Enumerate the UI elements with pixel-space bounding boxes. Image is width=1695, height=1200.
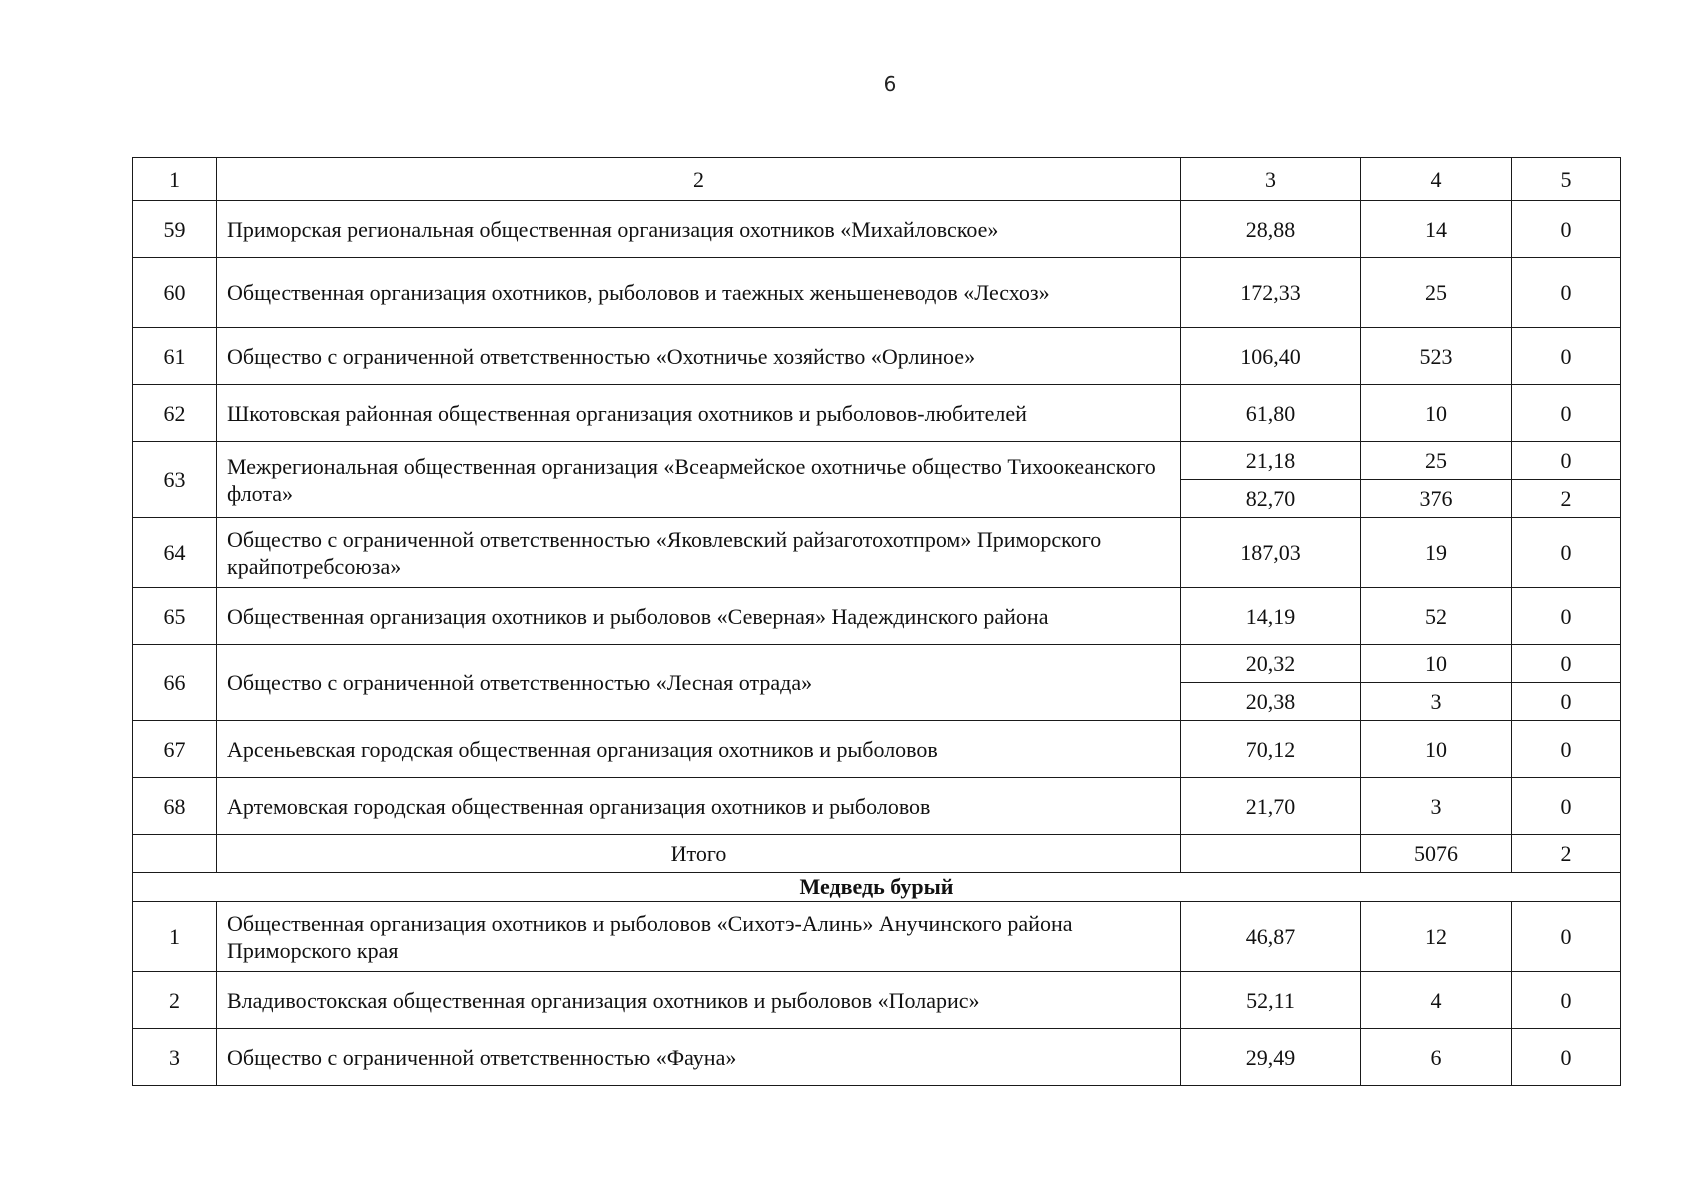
organization-name: Общественная организация охотников, рыболовов и таежных женьшеневодов «Лесхоз»	[217, 258, 1181, 328]
area-value: 29,49	[1181, 1029, 1361, 1086]
count-value: 25	[1361, 442, 1512, 480]
organization-name: Общество с ограниченной ответственностью «Фауна»	[217, 1029, 1181, 1086]
row-number: 59	[133, 201, 217, 258]
table-row	[133, 778, 1621, 835]
organization-name: Артемовская городская общественная организация охотников и рыболовов	[217, 778, 1181, 835]
quota-value: 0	[1512, 442, 1621, 480]
organization-name: Владивостокская общественная организация охотников и рыболовов «Поларис»	[217, 972, 1181, 1029]
header-cell-5: 5	[1512, 158, 1621, 201]
area-value: 187,03	[1181, 518, 1361, 588]
count-value: 14	[1361, 201, 1512, 258]
area-value: 106,40	[1181, 328, 1361, 385]
count-value: 4	[1361, 972, 1512, 1029]
area-value: 46,87	[1181, 902, 1361, 972]
header-cell-3: 3	[1181, 158, 1361, 201]
organization-name: Общественная организация охотников и рыболовов «Северная» Надеждинского района	[217, 588, 1181, 645]
total-empty-cell	[1181, 835, 1361, 873]
quota-value: 0	[1512, 328, 1621, 385]
table-row	[133, 645, 1621, 683]
table-row	[133, 902, 1621, 972]
quota-value: 0	[1512, 645, 1621, 683]
quota-value: 0	[1512, 972, 1621, 1029]
quota-value: 0	[1512, 902, 1621, 972]
row-number: 63	[133, 442, 217, 518]
row-number: 2	[133, 972, 217, 1029]
quota-value: 0	[1512, 518, 1621, 588]
count-value: 10	[1361, 645, 1512, 683]
quota-value: 0	[1512, 778, 1621, 835]
table-row	[133, 328, 1621, 385]
organization-name: Межрегиональная общественная организация «Всеармейское охотничье общество Тихоокеанского флота»	[217, 442, 1181, 518]
count-value: 523	[1361, 328, 1512, 385]
table-row	[133, 201, 1621, 258]
quota-value: 2	[1512, 480, 1621, 518]
quota-value: 0	[1512, 721, 1621, 778]
organization-name: Общество с ограниченной ответственностью «Охотничье хозяйство «Орлиное»	[217, 328, 1181, 385]
quota-value: 0	[1512, 385, 1621, 442]
page-number: 6	[883, 72, 897, 96]
row-number: 66	[133, 645, 217, 721]
count-value: 3	[1361, 778, 1512, 835]
area-value: 61,80	[1181, 385, 1361, 442]
row-number: 3	[133, 1029, 217, 1086]
count-value: 52	[1361, 588, 1512, 645]
count-value: 12	[1361, 902, 1512, 972]
total-quota: 2	[1512, 835, 1621, 873]
quota-value: 0	[1512, 258, 1621, 328]
count-value: 25	[1361, 258, 1512, 328]
quota-value: 0	[1512, 588, 1621, 645]
row-number: 68	[133, 778, 217, 835]
quota-value: 0	[1512, 201, 1621, 258]
table-row	[133, 972, 1621, 1029]
row-number: 61	[133, 328, 217, 385]
total-empty-cell	[133, 835, 217, 873]
table-row	[133, 385, 1621, 442]
table-header-row	[133, 158, 1621, 201]
table-row	[133, 721, 1621, 778]
count-value: 19	[1361, 518, 1512, 588]
area-value: 70,12	[1181, 721, 1361, 778]
area-value: 20,38	[1181, 683, 1361, 721]
row-number: 62	[133, 385, 217, 442]
header-cell-2: 2	[217, 158, 1181, 201]
organization-name: Приморская региональная общественная организация охотников «Михайловское»	[217, 201, 1181, 258]
row-number: 64	[133, 518, 217, 588]
total-count: 5076	[1361, 835, 1512, 873]
group-header-row	[133, 873, 1621, 902]
table-row	[133, 1029, 1621, 1086]
quota-table	[132, 157, 1621, 1086]
header-cell-4: 4	[1361, 158, 1512, 201]
quota-value: 0	[1512, 683, 1621, 721]
count-value: 10	[1361, 721, 1512, 778]
total-label: Итого	[217, 835, 1181, 873]
organization-name: Арсеньевская городская общественная организация охотников и рыболовов	[217, 721, 1181, 778]
table-row	[133, 442, 1621, 480]
count-value: 10	[1361, 385, 1512, 442]
area-value: 14,19	[1181, 588, 1361, 645]
organization-name: Шкотовская районная общественная организация охотников и рыболовов-любителей	[217, 385, 1181, 442]
header-cell-1: 1	[133, 158, 217, 201]
area-value: 82,70	[1181, 480, 1361, 518]
area-value: 21,70	[1181, 778, 1361, 835]
count-value: 6	[1361, 1029, 1512, 1086]
group-title: Медведь бурый	[133, 873, 1621, 902]
quota-value: 0	[1512, 1029, 1621, 1086]
area-value: 172,33	[1181, 258, 1361, 328]
table-row	[133, 518, 1621, 588]
row-number: 1	[133, 902, 217, 972]
organization-name: Общество с ограниченной ответственностью «Яковлевский райзаготохотпром» Приморского крайпотребсоюза»	[217, 518, 1181, 588]
organization-name: Общество с ограниченной ответственностью «Лесная отрада»	[217, 645, 1181, 721]
count-value: 376	[1361, 480, 1512, 518]
row-number: 65	[133, 588, 217, 645]
organization-name: Общественная организация охотников и рыболовов «Сихотэ-Алинь» Анучинского района Приморского края	[217, 902, 1181, 972]
total-row	[133, 835, 1621, 873]
table-row	[133, 258, 1621, 328]
row-number: 67	[133, 721, 217, 778]
area-value: 20,32	[1181, 645, 1361, 683]
row-number: 60	[133, 258, 217, 328]
area-value: 21,18	[1181, 442, 1361, 480]
table-row	[133, 588, 1621, 645]
area-value: 28,88	[1181, 201, 1361, 258]
count-value: 3	[1361, 683, 1512, 721]
area-value: 52,11	[1181, 972, 1361, 1029]
